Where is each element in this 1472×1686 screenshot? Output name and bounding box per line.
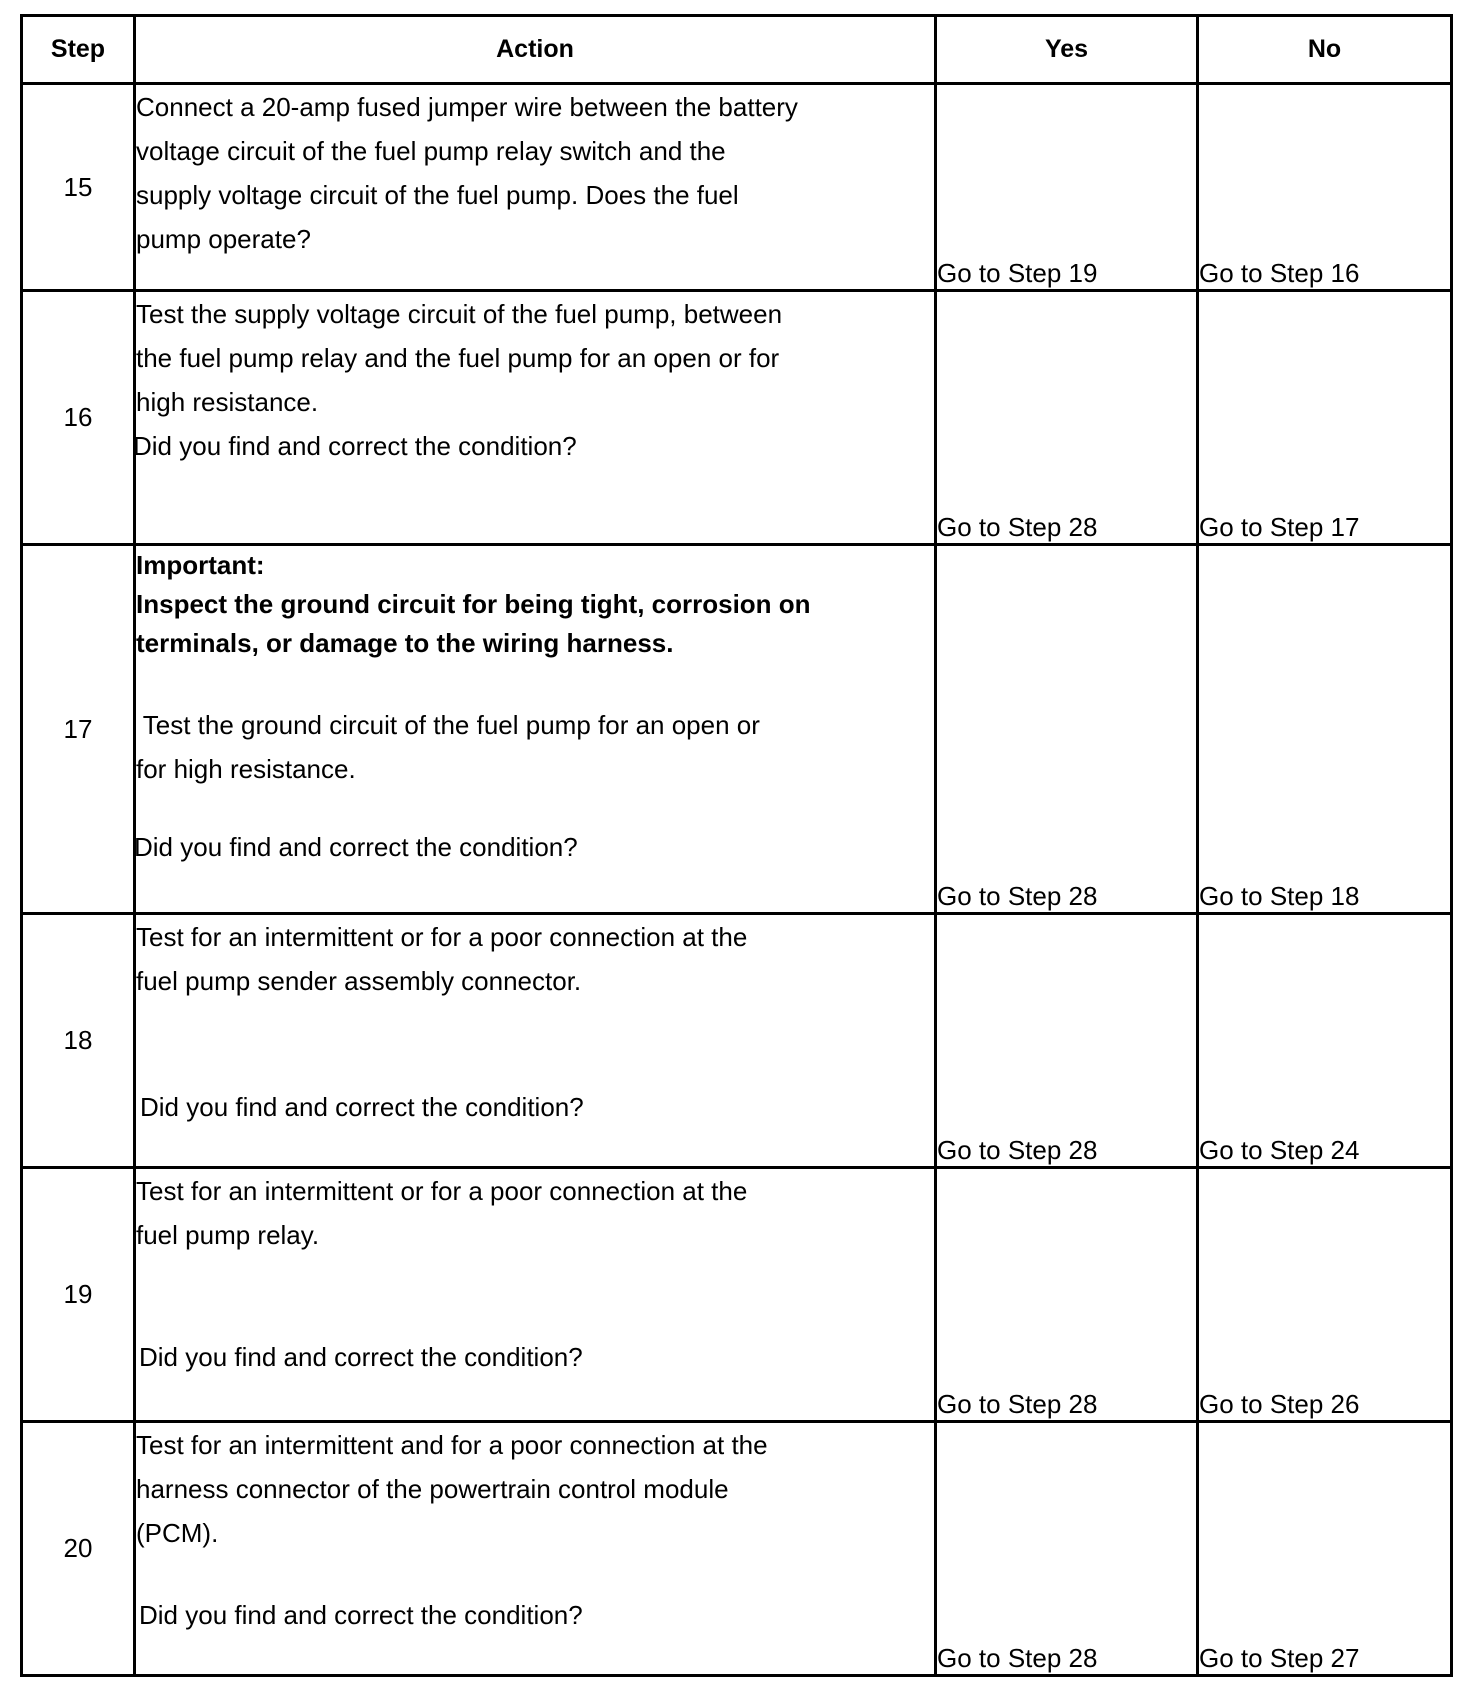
spacer [136, 1257, 934, 1335]
yes-cell: Go to Step 28 [936, 1422, 1198, 1676]
header-step: Step [22, 16, 135, 84]
yes-cell: Go to Step 28 [936, 914, 1198, 1168]
yes-cell: Go to Step 28 [936, 545, 1198, 914]
action-question: Did you find and correct the condition? [133, 431, 577, 461]
action-line: high resistance. [136, 387, 319, 417]
table-row [22, 291, 1452, 545]
no-cell: Go to Step 16 [1198, 84, 1452, 291]
table-row [22, 1422, 1452, 1676]
header-row [22, 16, 1452, 84]
action-question: Did you find and correct the condition? [140, 1092, 584, 1122]
diagnostic-table [20, 14, 1453, 1677]
step-number: 17 [22, 545, 135, 914]
action-line: Test the ground circuit of the fuel pump for an open or [136, 710, 760, 740]
no-cell: Go to Step 26 [1198, 1168, 1452, 1422]
spacer [136, 1555, 934, 1593]
action-line: harness connector of the powertrain control module [136, 1474, 729, 1504]
action-cell [135, 545, 936, 914]
action-line: (PCM). [136, 1518, 219, 1548]
no-cell: Go to Step 24 [1198, 914, 1452, 1168]
action-question: Did you find and correct the condition? [139, 1600, 583, 1630]
table-row [22, 1168, 1452, 1422]
step-number: 19 [22, 1168, 135, 1422]
spacer [136, 791, 934, 825]
action-line: Connect a 20-amp fused jumper wire between the battery [136, 92, 798, 122]
step-number: 15 [22, 84, 135, 291]
table-row [22, 545, 1452, 914]
action-line: the fuel pump relay and the fuel pump for an open or for [136, 343, 780, 373]
no-cell: Go to Step 27 [1198, 1422, 1452, 1676]
action-line: fuel pump sender assembly connector. [136, 966, 582, 996]
action-cell [135, 84, 936, 291]
action-cell [135, 914, 936, 1168]
yes-cell: Go to Step 28 [936, 291, 1198, 545]
spacer [136, 663, 934, 703]
yes-cell: Go to Step 19 [936, 84, 1198, 291]
action-cell [135, 1422, 936, 1676]
action-line: Test for an intermittent and for a poor connection at the [136, 1430, 768, 1460]
action-question: Did you find and correct the condition? [139, 1342, 583, 1372]
action-line: Test for an intermittent or for a poor connection at the [136, 1176, 748, 1206]
spacer [136, 1003, 934, 1085]
important-line: terminals, or damage to the wiring harness. [136, 628, 674, 658]
action-line: Test for an intermittent or for a poor connection at the [136, 922, 748, 952]
yes-cell: Go to Step 28 [936, 1168, 1198, 1422]
action-line: pump operate? [136, 224, 311, 254]
step-number: 20 [22, 1422, 135, 1676]
action-cell [135, 291, 936, 545]
header-yes: Yes [936, 16, 1198, 84]
important-label: Important: [136, 550, 265, 580]
action-line: Test the supply voltage circuit of the fuel pump, between [136, 299, 783, 329]
no-cell: Go to Step 18 [1198, 545, 1452, 914]
action-line: voltage circuit of the fuel pump relay switch and the [136, 136, 726, 166]
step-number: 16 [22, 291, 135, 545]
table-row [22, 84, 1452, 291]
action-line: supply voltage circuit of the fuel pump. Does the fuel [136, 180, 739, 210]
step-number: 18 [22, 914, 135, 1168]
header-action: Action [135, 16, 936, 84]
action-question: Did you find and correct the condition? [134, 832, 578, 862]
action-cell [135, 1168, 936, 1422]
header-no: No [1198, 16, 1452, 84]
important-line: Inspect the ground circuit for being tight, corrosion on [136, 589, 811, 619]
table-row [22, 914, 1452, 1168]
action-line: for high resistance. [136, 754, 356, 784]
action-line: fuel pump relay. [136, 1220, 320, 1250]
no-cell: Go to Step 17 [1198, 291, 1452, 545]
